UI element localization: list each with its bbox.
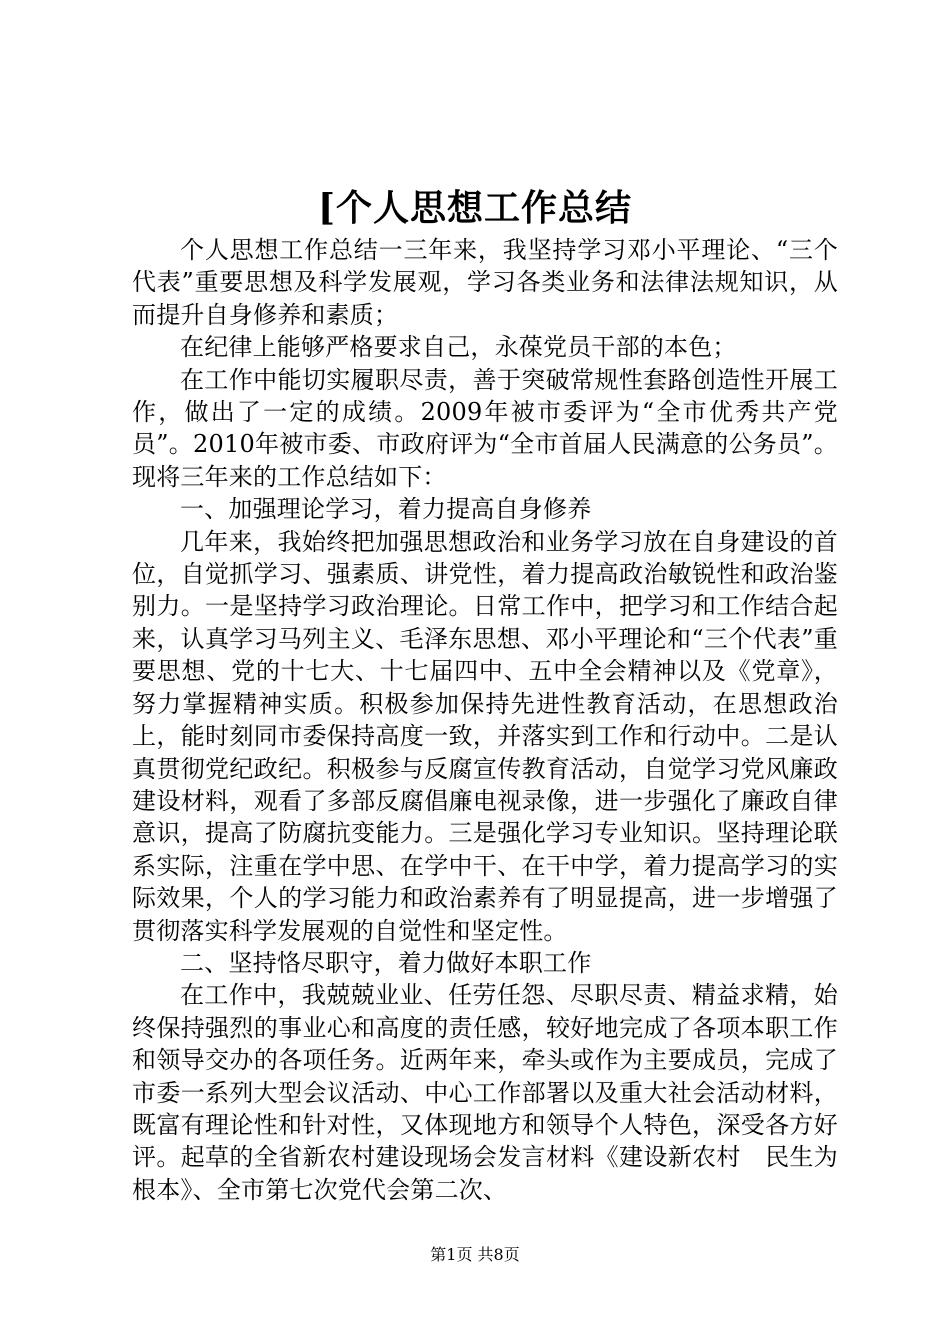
section-heading: 一、加强理论学习，着力提高自身修养 [180, 495, 592, 524]
paragraph: 在工作中，我兢兢业业、任劳任怨、尽职尽责、精益求精，始终保持强烈的事业心和高度的责任感，较好地完成了各项本职工作和领导交办的各项任务。近两年来，牵头或作为主要成员，完成了市委一系列大型会议活动、中心工作部署以及重大社会活动材料，既富有理论性和针对性，又体现地方和领导个人特色，深受各方好评。起草的全省新农村建设现场会发言材料《建设新农村 民生为根本》、全市第七次党代会第二次、 [132, 981, 838, 1204]
page-number-footer: 第1页 共8页 [430, 1245, 520, 1264]
paragraph: 在工作中能切实履职尽责，善于突破常规性套路创造性开展工作，做出了一定的成绩。2009年被市委评为“全市优秀共产党员”。2010年被市委、市政府评为“全市首届人民满意的公务员”。现将三年来的工作总结如下： [132, 365, 838, 491]
paragraph: 个人思想工作总结一三年来，我坚持学习邓小平理论、“三个代表”重要思想及科学发展观，学习各类业务和法律法规知识，从而提升自身修养和素质； [132, 236, 838, 329]
document-body [132, 234, 838, 1206]
paragraph: 几年来，我始终把加强思想政治和业务学习放在自身建设的首位，自觉抓学习、强素质、讲党性，着力提高政治敏锐性和政治鉴别力。一是坚持学习政治理论。日常工作中，把学习和工作结合起来，认真学习马列主义、毛泽东思想、邓小平理论和“三个代表”重要思想、党的十七大、十七届四中、五中全会精神以及《党章》，努力掌握精神实质。积极参加保持先进性教育活动，在思想政治上，能时刻同市委保持高度一致，并落实到工作和行动中。二是认真贯彻党纪政纪。积极参与反腐宣传教育活动，自觉学习党风廉政建设材料，观看了多部反腐倡廉电视录像，进一步强化了廉政自律意识，提高了防腐抗变能力。三是强化学习专业知识。坚持理论联系实际，注重在学中思、在学中干、在干中学，着力提高学习的实际效果，个人的学习能力和政治素养有了明显提高，进一步增强了贯彻落实科学发展观的自觉性和坚定性。 [132, 527, 838, 945]
document-title: [个人思想工作总结 [317, 187, 633, 229]
paragraph: 在纪律上能够严格要求自己，永葆党员干部的本色； [180, 333, 737, 362]
section-heading: 二、坚持恪尽职守，着力做好本职工作 [180, 948, 592, 977]
